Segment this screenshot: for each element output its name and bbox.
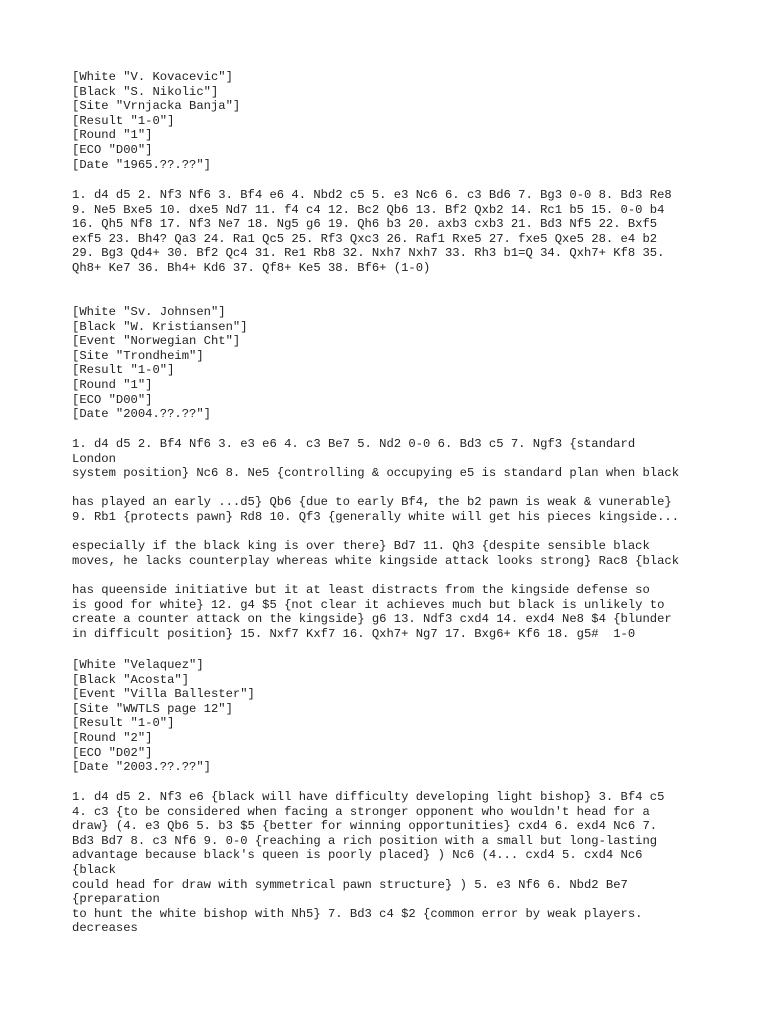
game-3-moves: 1. d4 d5 2. Nf3 e6 {black will have difficulty developing light bishop} 3. Bf4 c5 4. c3 {to be considered when facing a stronger opponent who wouldn't head for a draw} (4. e3 Qb6 5. b3 $5 {better for winning opportunities} cxd4 6. exd4 Nc6 7. Bd3 Bd7 8. c3 Nf6 9. 0-0 {reaching a rich position with a small but long-lasting advantage because black's queen is poorly placed} ) Nc6 (4... cxd4 5. cxd4 Nc6 {black could head for draw with symmetrical pawn structure} ) 5. e3 Nf6 6. Nbd2 Be7 {preparation to hunt the white bishop with Nh5} 7. Bd3 c4 $2 {common error by weak players. decreases — [72, 790, 665, 936]
game-2-moves: 1. d4 d5 2. Bf4 Nf6 3. e3 e6 4. c3 Be7 5. Nd2 0-0 6. Bd3 c5 7. Ngf3 {standard London system position} Nc6 8. Ne5 {controlling & occupying e5 is standard plan when black has played an early ...d5} Qb6 {due to early Bf4, the b2 pawn is weak & vunerable} 9. Rb1 {protects pawn} Rd8 10. Qf3 {generally white will get his pieces kingside... especially if the black king is over there} Bd7 11. Qh3 {despite sensible black moves, he lacks counterplay whereas white kingside attack looks strong} Rac8 {black has queenside initiative but it at least distracts from the kingside defense so is good for white} 12. g4 $5 {not clear it achieves much but black is unlikely to create a counter attack on the kingside} g6 13. Ndf3 cxd4 14. exd4 Ne8 $4 {blunder in difficult position} 15. Nxf7 Kxf7 16. Qxh7+ Ng7 17. Bxg6+ Kf6 18. g5# 1-0 — [72, 437, 680, 641]
game-2-headers: [White "Sv. Johnsen"] [Black "W. Kristiansen"] [Event "Norwegian Cht"] [Site "Trondheim"] [Result "1-0"] [Round "1"] [ECO "D00"] [Date "2004.??.??"] — [72, 305, 248, 422]
game-1-moves: 1. d4 d5 2. Nf3 Nf6 3. Bf4 e6 4. Nbd2 c5 5. e3 Nc6 6. c3 Bd6 7. Bg3 0-0 8. Bd3 Re8 9. Ne5 Bxe5 10. dxe5 Nd7 11. f4 c4 12. Bc2 Qb6 13. Bf2 Qxb2 14. Rc1 b5 15. 0-0 b4 16. Qh5 Nf8 17. Nf3 Ne7 18. Ng5 g6 19. Qh6 b3 20. axb3 cxb3 21. Bd3 Nf5 22. Bxf5 exf5 23. Bh4? Qa3 24. Ra1 Qc5 25. Rf3 Qxc3 26. Raf1 Rxe5 27. fxe5 Qxe5 28. e4 b2 29. Bg3 Qd4+ 30. Bf2 Qc4 31. Re1 Rb8 32. Nxh7 Nxh7 33. Rh3 b1=Q 34. Qxh7+ Kf8 35. Qh8+ Ke7 36. Bh4+ Kd6 37. Qf8+ Ke5 38. Bf6+ (1-0) — [72, 188, 672, 275]
game-1-headers: [White "V. Kovacevic"] [Black "S. Nikolic"] [Site "Vrnjacka Banja"] [Result "1-0"] [Round "1"] [ECO "D00"] [Date "1965.??.??"] — [72, 70, 241, 172]
game-3-headers: [White "Velaquez"] [Black "Acosta"] [Event "Villa Ballester"] [Site "WWTLS page 12"] [Result "1-0"] [Round "2"] [ECO "D02"] [Date "2003.??.??"] — [72, 658, 255, 775]
